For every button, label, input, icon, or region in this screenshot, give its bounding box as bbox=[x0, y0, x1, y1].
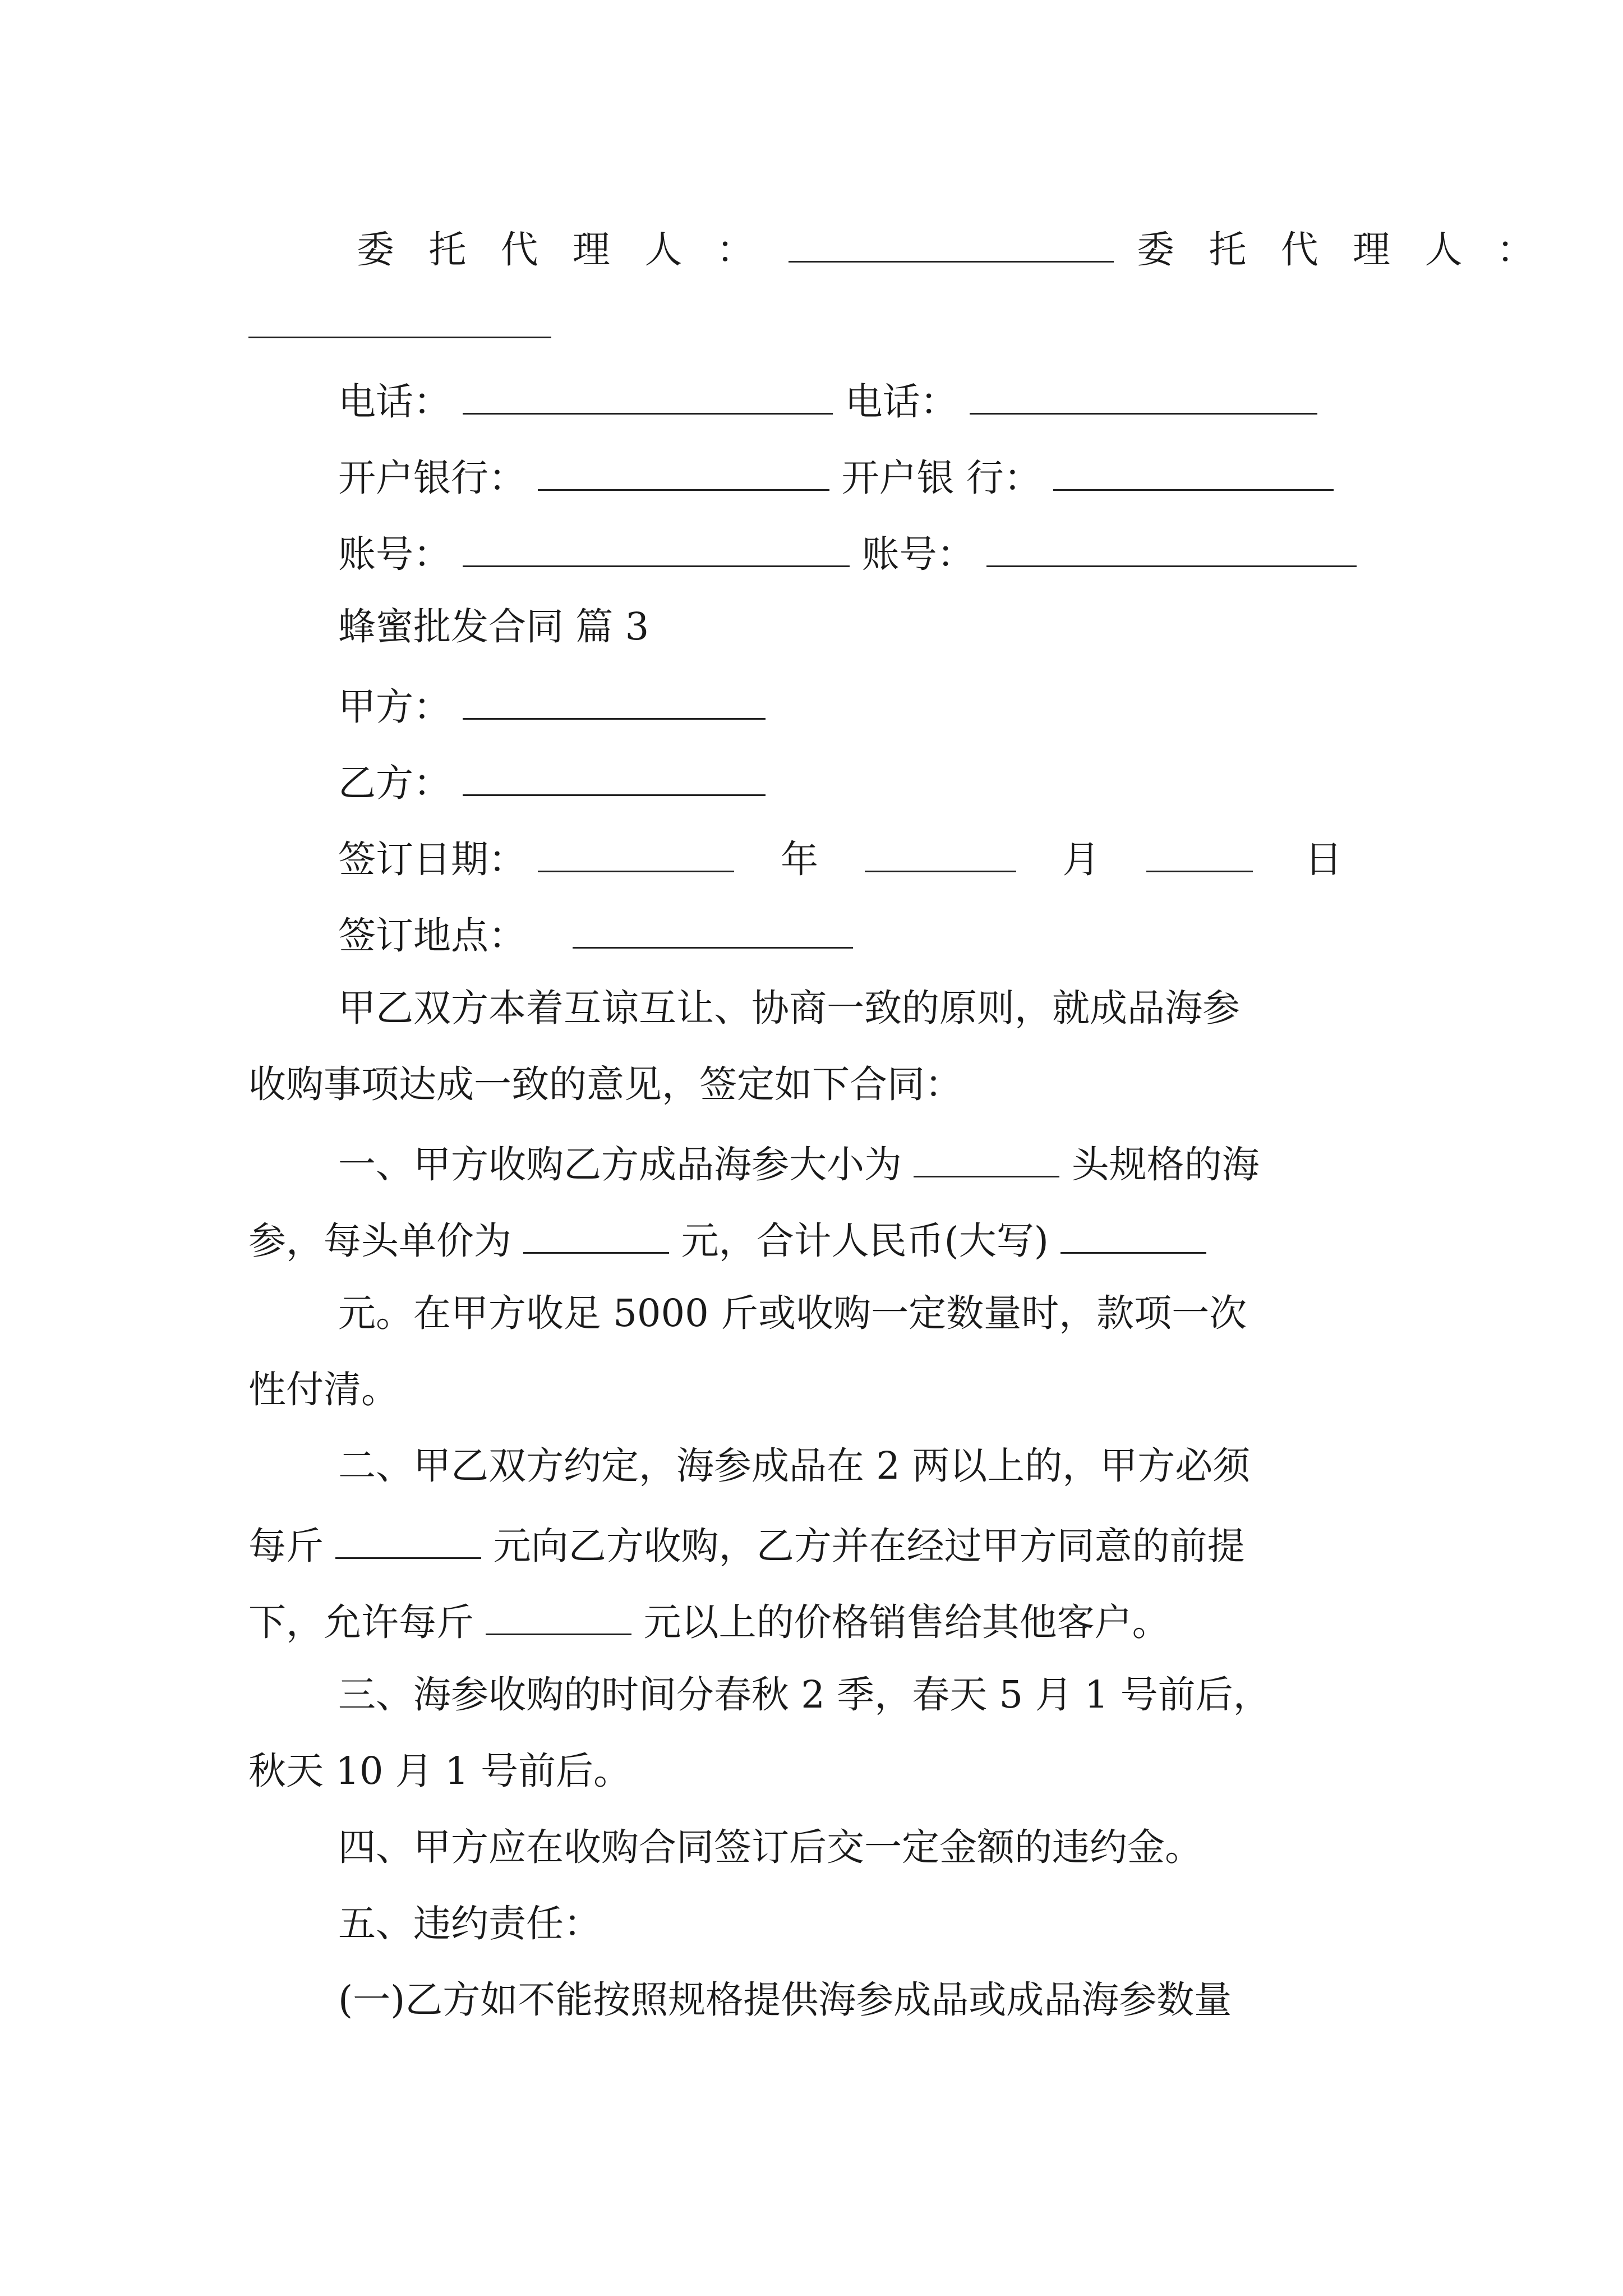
agent-left-label: 委 托 代 理 人 ： bbox=[357, 228, 766, 272]
intro-line-1: 甲乙双方本着互谅互让、协商一致的原则，就成品海参 bbox=[338, 986, 1240, 1030]
sign-year-blank[interactable] bbox=[538, 837, 734, 872]
agent-right-blank-line bbox=[248, 303, 551, 344]
clause-1-line-3: 元。在甲方收足 5000 斤或收购一定数量时，款项一次 bbox=[338, 1291, 1247, 1335]
party-a-label: 甲方： bbox=[338, 685, 451, 729]
clause-1-text-c: 参，每头单价为 bbox=[248, 1219, 511, 1263]
bank-label-left: 开户银行： bbox=[338, 456, 526, 500]
clause-2-text-b: 每斤 bbox=[248, 1524, 324, 1568]
clause-1-text-b: 头规格的海 bbox=[1071, 1143, 1260, 1186]
purchase-price-blank[interactable] bbox=[335, 1524, 481, 1559]
clause-2-line-3 bbox=[248, 1600, 1170, 1644]
bank-right-blank[interactable] bbox=[1053, 455, 1334, 491]
sign-date-line bbox=[338, 837, 1343, 881]
total-amount-blank[interactable] bbox=[1061, 1218, 1206, 1254]
party-b-label: 乙方： bbox=[338, 761, 451, 805]
contract-title: 蜂蜜批发合同 篇 3 bbox=[338, 605, 649, 648]
sign-place-line bbox=[338, 913, 853, 958]
sign-month-blank[interactable] bbox=[865, 837, 1016, 872]
clause-1-line-2 bbox=[248, 1218, 1206, 1263]
phone-line bbox=[338, 379, 1317, 424]
bank-label-right: 开户银 行： bbox=[841, 456, 1041, 500]
party-b-blank[interactable] bbox=[463, 761, 766, 796]
bank-line bbox=[338, 455, 1334, 500]
phone-label-left: 电话： bbox=[338, 380, 451, 424]
agent-right-label: 委 托 代 理 人 ： bbox=[1137, 228, 1546, 272]
clause-2-text-d: 下，允许每斤 bbox=[248, 1600, 474, 1644]
clause-2-text-c: 元向乙方收购，乙方并在经过甲方同意的前提 bbox=[493, 1524, 1245, 1568]
clause-3-line-2: 秋天 10 月 1 号前后。 bbox=[248, 1749, 631, 1793]
size-spec-blank[interactable] bbox=[914, 1142, 1059, 1177]
clause-2-line-1: 二、甲乙双方约定，海参成品在 2 两以上的，甲方必须 bbox=[338, 1444, 1251, 1488]
day-label: 日 bbox=[1304, 838, 1343, 881]
account-line bbox=[338, 532, 1357, 576]
sign-place-label: 签订地点： bbox=[338, 914, 526, 958]
party-a-blank[interactable] bbox=[463, 684, 766, 720]
bank-left-blank[interactable] bbox=[538, 455, 829, 491]
unit-price-blank[interactable] bbox=[523, 1218, 669, 1254]
agent-right-blank[interactable] bbox=[248, 303, 551, 338]
clause-3-line-1: 三、海参收购的时间分春秋 2 季，春天 5 月 1 号前后， bbox=[338, 1673, 1271, 1717]
clause-1-text-d: 元，合计人民币(大写) bbox=[681, 1219, 1049, 1263]
agent-line bbox=[357, 227, 1546, 272]
clause-1-line-4: 性付清。 bbox=[248, 1368, 399, 1411]
phone-left-blank[interactable] bbox=[463, 379, 833, 415]
clause-5-item-1: (一)乙方如不能按照规格提供海参成品或成品海参数量 bbox=[338, 1978, 1232, 2022]
month-label: 月 bbox=[1062, 838, 1100, 881]
intro-line-2: 收购事项达成一致的意见，签定如下合同： bbox=[248, 1062, 962, 1106]
account-label-right: 账号： bbox=[861, 532, 975, 576]
clause-2-text-e: 元以上的价格销售给其他客户。 bbox=[643, 1600, 1170, 1644]
account-right-blank[interactable] bbox=[986, 532, 1357, 567]
phone-label-right: 电话： bbox=[845, 380, 958, 424]
sign-date-label: 签订日期： bbox=[338, 838, 526, 881]
account-label-left: 账号： bbox=[338, 532, 451, 576]
party-b-line bbox=[338, 761, 766, 805]
sign-place-blank[interactable] bbox=[573, 913, 853, 949]
clause-4: 四、甲方应在收购合同签订后交一定金额的违约金。 bbox=[338, 1825, 1202, 1869]
clause-5-heading: 五、违约责任： bbox=[338, 1902, 601, 1945]
clause-2-line-2 bbox=[248, 1524, 1245, 1568]
phone-right-blank[interactable] bbox=[970, 379, 1317, 415]
party-a-line bbox=[338, 684, 766, 729]
clause-1-text-a: 一、甲方收购乙方成品海参大小为 bbox=[338, 1143, 902, 1186]
year-label: 年 bbox=[780, 838, 818, 881]
account-left-blank[interactable] bbox=[463, 532, 850, 567]
sign-day-blank[interactable] bbox=[1146, 837, 1253, 872]
agent-left-blank[interactable] bbox=[789, 227, 1114, 263]
clause-1-line-1 bbox=[338, 1142, 1260, 1184]
sale-price-blank[interactable] bbox=[486, 1600, 631, 1635]
